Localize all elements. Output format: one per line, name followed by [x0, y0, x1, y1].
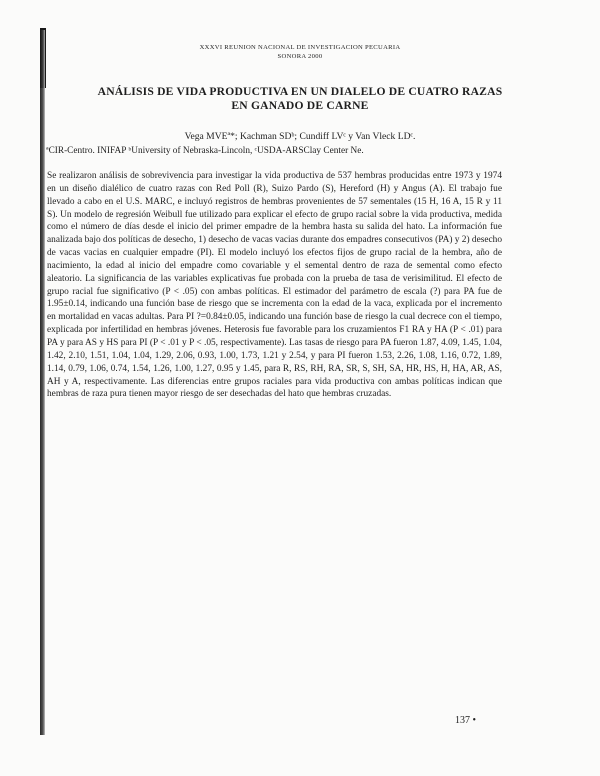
page-number: 137 • [455, 715, 477, 726]
conference-location: SONORA 2000 [277, 53, 323, 60]
abstract-text: Se realizaron análisis de sobrevivencia para investigar la vida productiva de 537 hembras producidas entre 1973 y 1974 en un diseño dialélico de cuatro razas con Red Poll (R), Suizo Pardo (S), Hereford (H) y Angus (A). El trabajo fue llevado a cabo en el U.S. MARC, e incluyó registros de hembras provenientes de 57 sementales (15 H, 16 A, 15 R y 11 S). Un modelo de regresión Weibull fue utilizado para explicar el efecto de grupo racial sobre la vida productiva, medida como el número de días desde el inicio del primer empadre de la hembra hasta su salida del hato. La información fue analizada bajo dos políticas de desecho, 1) desecho de vacas vacias durante dos empadres consecutivos (PA) y 2) desecho de vacas vacias en cualquier empadre (PI). El modelo incluyó los efectos fijos de grupo racial de la hembra, año de nacimiento, la edad al inicio del empadre como covariable y el semental dentro de raza de semental como efecto aleatorio. La significancia de las variables explicativas fue probada con la prueba de tasa de verisimilitud. El efecto de grupo racial fue significativo (P < .05) con ambas políticas. El estimador del parámetro de escala (?) para PA fue de 1.95±0.14, indicando una función base de riesgo que se incrementa con la edad de la vaca, explicada por el incremento en mortalidad en vacas adultas. Para PI ?=0.84±0.05, indicando una función base de riesgo la cual decrece con el tiempo, explicada por infertilidad en hembras jóvenes. Heterosis fue favorable para los cruzamientos F1 RA y HA (P < .01) para PA y para AS y HS para PI (P < .01 y P < .05, respectivamente). Las tasas de riesgo para PA fueron 1.87, 4.09, 1.45, 1.04, 1.42, 2.10, 1.51, 1.04, 1.04, 1.29, 2.06, 0.93, 1.00, 1.73, 1.21 y 2.54, y para PI fueron 1.53, 2.26, 1.08, 1.16, 0.72, 1.89, 1.14, 0.79, 1.06, 0.74, 1.54, 1.26, 1.00, 1.27, 0.95 y 1.45, para R, RS, RH, RA, SR, S, SH, SA, HR, HS, H, HA, AR, AS, AH y A, respectivamente. Las diferencias entre grupos raciales para vida productiva con ambas políticas indican que hembras de raza pura tienen mayor riesgo de ser desechadas del hato que hembras cruzadas. [47, 171, 503, 400]
paper-title-line2: EN GANADO DE CARNE [231, 99, 369, 112]
paper-title-line1: ANÁLISIS DE VIDA PRODUCTIVA EN UN DIALELO DE CUATRO RAZAS [97, 85, 503, 98]
paper-title [55, 85, 545, 113]
conference-header [60, 43, 540, 61]
authors: Vega MVEª*; Kachman SDᵇ; Cundiff LVᶜ y Van Vleck LDᶜ. [184, 131, 416, 142]
affiliations: ªCIR-Centro. INIFAP ᵇUniversity of Nebraska-Lincoln, ᶜUSDA-ARSClay Center Ne. [46, 146, 364, 156]
conference-name: XXXVI REUNION NACIONAL DE INVESTIGACION PECUARIA [199, 44, 401, 51]
scan-binding-edge [40, 30, 45, 735]
